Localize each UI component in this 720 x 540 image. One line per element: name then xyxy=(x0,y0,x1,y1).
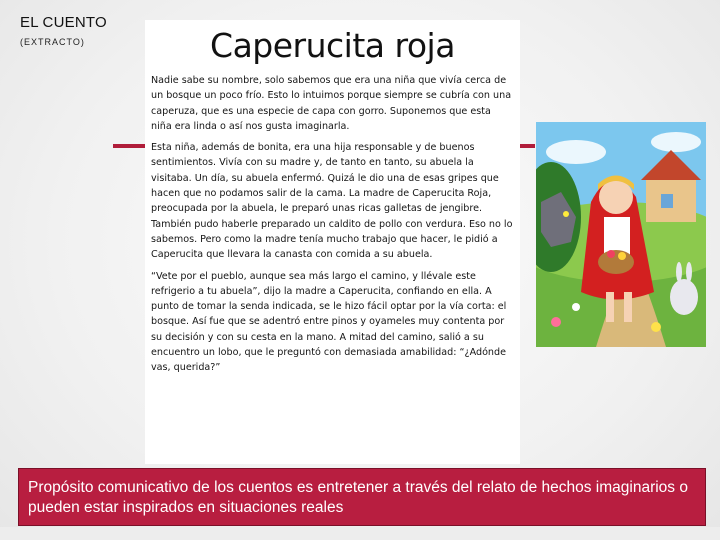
little-red-riding-hood-illustration xyxy=(536,122,706,347)
flower xyxy=(607,250,615,258)
basket xyxy=(598,250,634,274)
illustration-svg xyxy=(536,122,706,347)
purpose-banner xyxy=(18,468,706,526)
cloud xyxy=(546,140,606,164)
leg xyxy=(606,292,614,322)
accent-line-left xyxy=(113,144,147,148)
slide-subtitle: (EXTRACTO) xyxy=(20,37,85,47)
bunny xyxy=(670,279,698,315)
story-paragraph-2: Esta niña, además de bonita, era una hija responsable y de buenos sentimientos. Vivía con su madre y, de tanto en tanto, su abuela la visitaba. Un día, su abuela enfermó. Quizá le dio una de esas gripes que hacen que no podamos salir de la cama. La madre de Caperucita Roja, preocupada por la abuela, le preparó unas ricas galletas de jengibre. También pudo haberle preparado un caldito de pollo con verdura. Eso no lo sabemos. Pero como la madre tenía mucho trabajo que hacer, le pidió a Caperucita que llevara la canasta con comida a su abuela. xyxy=(151,142,513,261)
wolf-eye xyxy=(563,211,569,217)
cloud xyxy=(651,132,701,152)
story-paragraph-1: Nadie sabe su nombre, solo sabemos que era una niña que vivía cerca de un bosque un poco frío. Esto lo intuimos porque siempre se cubría con una caperuza, que es una especie de capa con gorro. Suponemos que esta niña era linda o así nos gusta imaginarla. xyxy=(151,75,512,132)
leg xyxy=(624,292,632,322)
story-excerpt-document xyxy=(145,20,520,464)
flower xyxy=(551,317,561,327)
bunny-ear xyxy=(686,262,692,282)
girl-face xyxy=(599,180,633,214)
story-paragraph-3: “Vete por el pueblo, aunque sea más largo el camino, y llévale este refrigerio a tu abuela”, dijo la madre a Caperucita, confiando en ella. A punto de tomar la senda indicada, se le hizo fácil optar por la vía corta: el bosque. Así fue que se adentró entre pinos y oyameles muy contenta por su decisión y con su cesta en la mano. A mitad del camino, salió a su encuentro un lobo, que le preguntó con demasiada amabilidad: “¿Adónde vas, querida?” xyxy=(151,270,507,374)
bottom-strip xyxy=(0,527,720,540)
cottage-window xyxy=(661,194,673,208)
bunny-ear xyxy=(676,262,682,282)
story-heading: Caperucita roja xyxy=(210,26,455,65)
flower xyxy=(618,252,626,260)
flower xyxy=(651,322,661,332)
accent-line-right xyxy=(519,144,535,148)
slide-title: EL CUENTO xyxy=(20,14,107,31)
purpose-banner-text: Propósito comunicativo de los cuentos es entretener a través del relato de hechos imaginarios o pueden estar inspirados en situaciones reales xyxy=(28,479,688,516)
flower xyxy=(572,303,580,311)
